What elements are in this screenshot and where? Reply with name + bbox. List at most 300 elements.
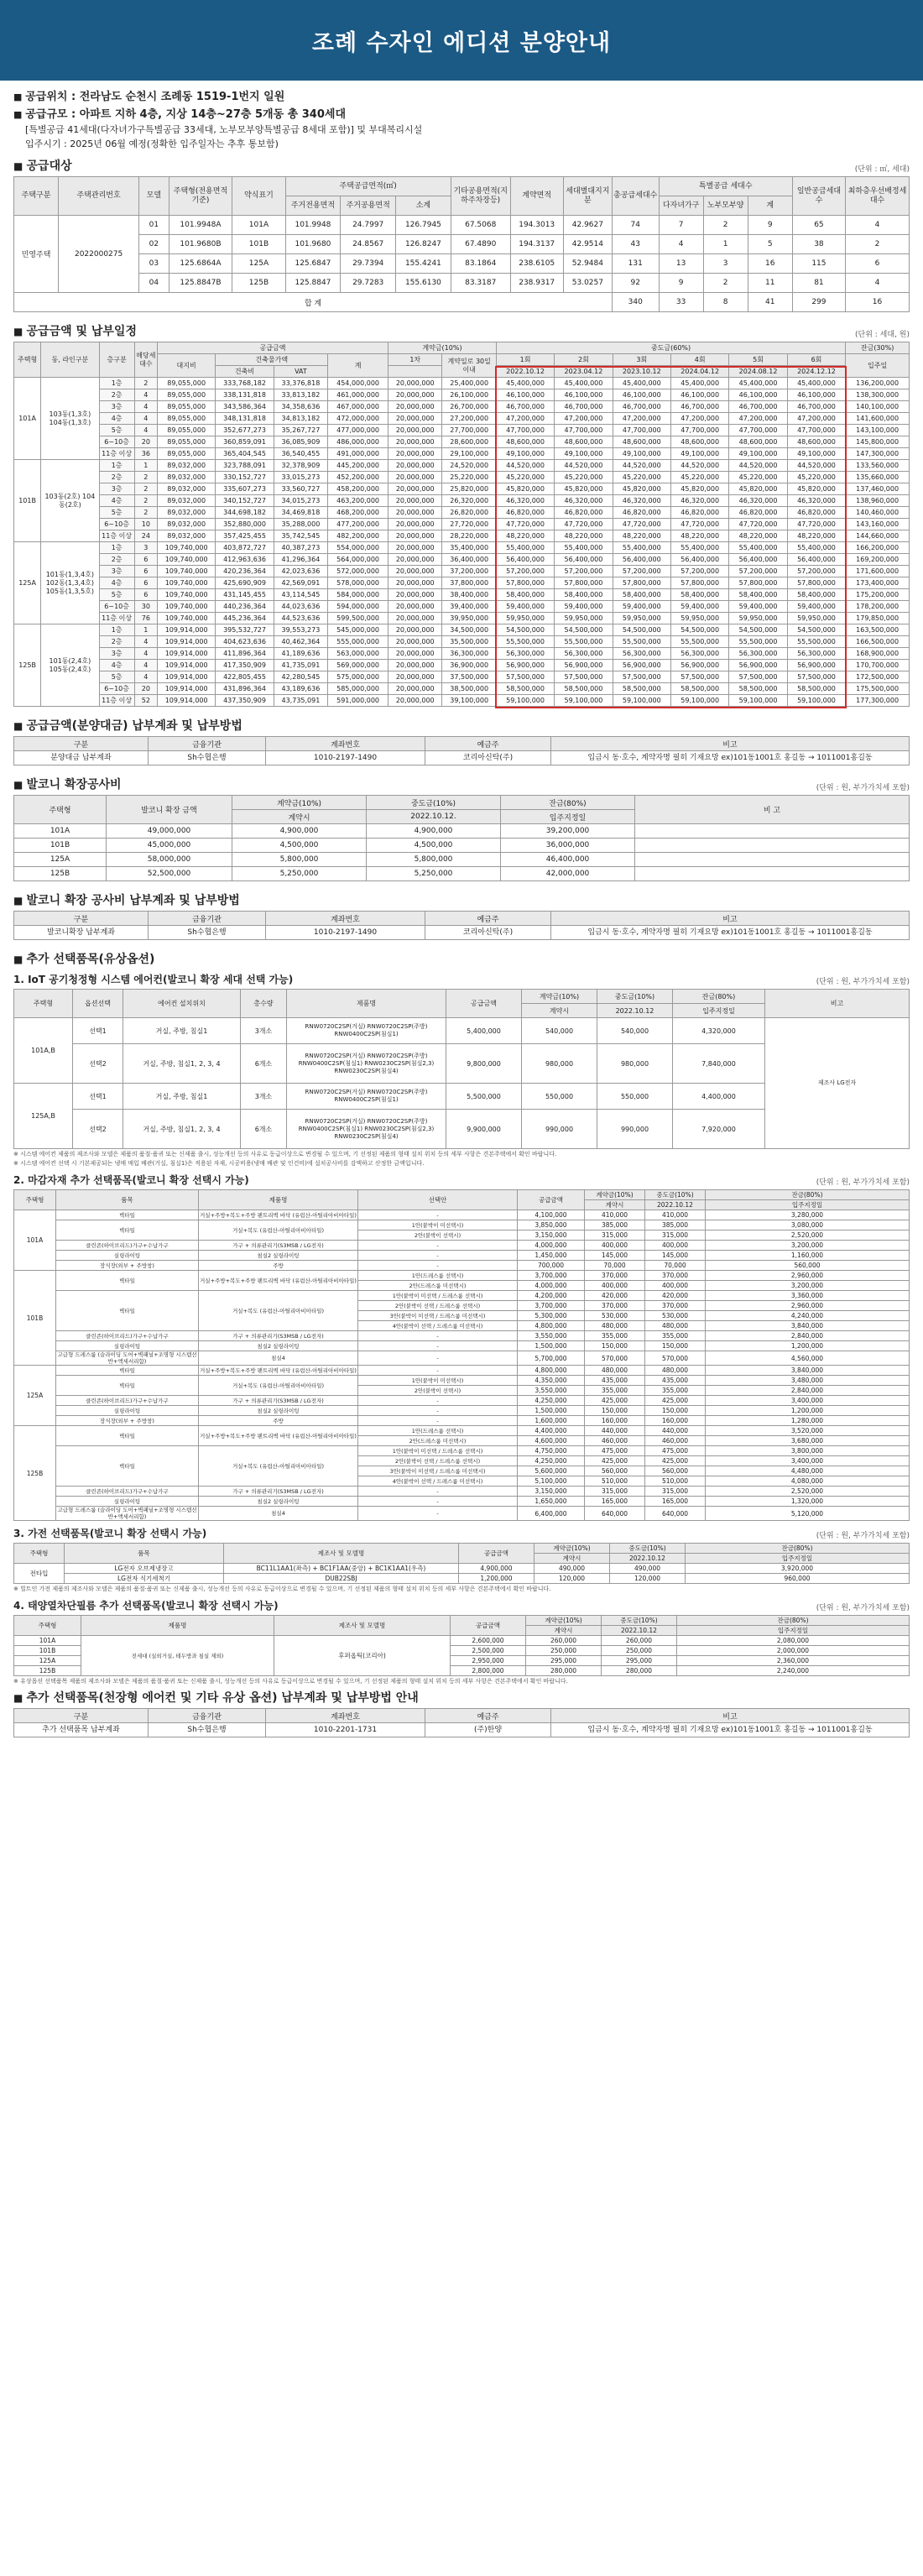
table-cell: 1층 <box>99 460 134 472</box>
table-cell: 35,500,000 <box>442 636 496 648</box>
table-cell: 101.9680 <box>285 235 341 254</box>
table-cell: 370,000 <box>645 1301 706 1311</box>
table-cell: 2 <box>703 216 748 235</box>
table-cell: 1,320,000 <box>706 1497 910 1507</box>
table-cell: 101A <box>14 378 41 460</box>
table-cell: 3,840,000 <box>706 1366 910 1376</box>
table-cell: 47,720,000 <box>613 519 670 530</box>
table-cell: 440,000 <box>585 1426 645 1436</box>
table-cell: 141,600,000 <box>846 413 910 425</box>
table-cell: 55,500,000 <box>671 636 729 648</box>
th: 계약금(10%) <box>522 990 597 1004</box>
th: 최하층우선배정세대수 <box>846 177 910 216</box>
th: 예금주 <box>425 737 551 751</box>
table-cell: 46,700,000 <box>613 401 670 413</box>
th: 공급금액 <box>451 1616 526 1636</box>
table-cell: 5,300,000 <box>518 1311 585 1321</box>
table-cell: 125A <box>14 1656 81 1666</box>
table-cell: 136,200,000 <box>846 378 910 389</box>
table-cell: 36,900,000 <box>442 660 496 671</box>
table-cell: 20,000,000 <box>388 613 442 624</box>
table-cell: 26,100,000 <box>442 389 496 401</box>
table-cell: 39,400,000 <box>442 601 496 613</box>
table-cell: 45,820,000 <box>671 483 729 495</box>
th: 선택안 <box>358 1190 518 1210</box>
th: 세대별대지지분 <box>563 177 612 216</box>
table-row <box>14 613 910 624</box>
table-cell: 57,500,000 <box>555 671 613 683</box>
table-cell: 27,720,000 <box>442 519 496 530</box>
table-cell: 299 <box>792 293 845 312</box>
table-cell: 454,000,000 <box>328 378 388 389</box>
table-cell: 3,700,000 <box>518 1271 585 1281</box>
table-row <box>14 1376 910 1386</box>
table-cell: 46,100,000 <box>496 389 554 401</box>
table-cell: 425,000 <box>585 1456 645 1466</box>
table-cell: 2,840,000 <box>706 1331 910 1341</box>
table-cell: 거실+주방+복도+주방 팬트리벽 바닥 (유럽산-아틸리아비아타일) <box>199 1271 358 1291</box>
table-cell: 57,200,000 <box>613 566 670 577</box>
price-schedule-table <box>13 342 910 707</box>
table-cell: 24,520,000 <box>442 460 496 472</box>
table-cell: 338,131,818 <box>216 389 274 401</box>
table-cell: 고급형 드레스룸 (슬라이딩 도어+벽패널+조명형 시스템선반+액세서리함) <box>57 1507 197 1520</box>
table-cell: 410,000 <box>585 1210 645 1220</box>
table-cell: 330,152,727 <box>216 472 274 483</box>
th: 계 <box>748 196 792 216</box>
th: 중도금(10%) <box>610 1544 686 1554</box>
table-cell: 20,000,000 <box>388 519 442 530</box>
table-cell: 48,600,000 <box>496 436 554 448</box>
table-cell: 131 <box>612 254 659 274</box>
table-cell: 163,500,000 <box>846 624 910 636</box>
table-cell: 352,880,000 <box>216 519 274 530</box>
th: 주택형 <box>14 1616 81 1636</box>
table-cell: 34,813,182 <box>274 413 327 425</box>
table-cell: 58,400,000 <box>729 589 787 601</box>
table-cell: 20 <box>134 683 157 695</box>
table-cell: 04 <box>139 274 169 293</box>
table-cell: 475,000 <box>645 1446 706 1456</box>
table-cell: 분양대금 납부계좌 <box>14 751 149 765</box>
table-row <box>14 542 910 554</box>
table-cell: 전타입 <box>14 1564 65 1584</box>
table-cell: 1층 <box>99 624 134 636</box>
table-cell: 20,000,000 <box>388 378 442 389</box>
table-cell: 458,200,000 <box>328 483 388 495</box>
table-cell: 65 <box>792 216 845 235</box>
table-cell: 140,100,000 <box>846 401 910 413</box>
table-cell: 58,500,000 <box>496 683 554 695</box>
th: 주거공용면적 <box>341 196 396 216</box>
table-cell: 20,000,000 <box>388 483 442 495</box>
table-cell: 45,820,000 <box>496 483 554 495</box>
table-row <box>14 274 910 293</box>
table-row <box>14 448 910 460</box>
table-cell: 58,500,000 <box>729 683 787 695</box>
table-cell: 175,500,000 <box>846 683 910 695</box>
table-cell: 56,300,000 <box>496 648 554 660</box>
table-cell: 1,450,000 <box>518 1251 585 1261</box>
appliance-option-table <box>13 1543 910 1584</box>
table-cell: 거실+복도 (유럽산-아틸리아비아타일) <box>199 1446 358 1487</box>
table-cell: 55,400,000 <box>613 542 670 554</box>
table-cell: 47,720,000 <box>671 519 729 530</box>
th: 총수량 <box>241 990 287 1018</box>
th: 비 고 <box>635 796 910 824</box>
table-cell: 20 <box>134 436 157 448</box>
table-cell: 29,100,000 <box>442 448 496 460</box>
table-cell: 109,740,000 <box>157 577 215 589</box>
table-cell: 34,469,818 <box>274 507 327 519</box>
table-cell: 550,000 <box>522 1084 597 1110</box>
table-cell: 431,145,455 <box>216 589 274 601</box>
th: 중도금(10%) <box>367 796 501 810</box>
table-cell: 47,700,000 <box>787 425 845 436</box>
th: 입주지정일 <box>673 1004 765 1018</box>
table-cell: 569,000,000 <box>328 660 388 671</box>
th: 계약시 <box>522 1004 597 1018</box>
table-cell: 42,000,000 <box>501 867 635 881</box>
table-cell: 101B <box>14 460 41 542</box>
table-cell: 165,000 <box>585 1497 645 1507</box>
table-cell: 1,600,000 <box>518 1416 585 1426</box>
table-cell: 40,387,273 <box>274 542 327 554</box>
table-cell: 45,400,000 <box>555 378 613 389</box>
table-cell: 137,460,000 <box>846 483 910 495</box>
table-cell: 거실, 주방, 침실1 <box>123 1018 241 1044</box>
table-cell: 125B <box>232 274 285 293</box>
table-cell: 640,000 <box>585 1507 645 1521</box>
table-cell: 560,000 <box>645 1466 706 1476</box>
table-cell: 47,200,000 <box>671 413 729 425</box>
table-cell: 10 <box>134 519 157 530</box>
th: 주거전용면적 <box>285 196 341 216</box>
table-row <box>14 1416 910 1426</box>
table-cell: 440,000 <box>645 1426 706 1436</box>
table-cell: 4층 <box>99 413 134 425</box>
th: 2024.12.12 <box>787 366 845 378</box>
table-cell: 1,200,000 <box>459 1574 535 1584</box>
table-cell: 165,000 <box>645 1497 706 1507</box>
film-note: ※ 유상옵션 선택품목 제품의 제조사와 모델은 제품의 품절·품귀 또는 신제품 출시, 성능개선 등의 사유로 동급이상으로 변경될 수 있으며, 기 선정된 제품의 형태 설치 위치 등의 세부 사항은 견본주택에서 확인 바랍니다. <box>13 1678 568 1685</box>
table-cell: 38,500,000 <box>442 683 496 695</box>
table-cell: 178,200,000 <box>846 601 910 613</box>
table-cell: 4층 <box>99 577 134 589</box>
table-cell: 54,500,000 <box>496 624 554 636</box>
th <box>388 366 442 378</box>
table-cell: 38,400,000 <box>442 589 496 601</box>
table-head <box>14 1709 910 1723</box>
table-row <box>14 216 910 235</box>
table-cell: 55,400,000 <box>787 542 845 554</box>
table-cell: - <box>358 1351 518 1366</box>
table-cell: 27,700,000 <box>442 425 496 436</box>
table-cell: 3개소 <box>241 1018 287 1044</box>
unit-label: (단위 : 원, 부가가치세 포함) <box>816 1532 910 1540</box>
table-cell: 3,150,000 <box>518 1231 585 1241</box>
table-cell: 거실+복도 (유럽산-아틸리아비아타일) <box>199 1220 358 1241</box>
table-cell: 5층 <box>99 425 134 436</box>
table-cell: 침실4 <box>199 1351 358 1366</box>
table-cell: 거실+주방+복도+주방 팬트리벽 바닥 (유럽산-아틸리아비아타일) <box>200 1211 357 1219</box>
table-cell: 59,950,000 <box>729 613 787 624</box>
table-cell: 53.0257 <box>563 274 612 293</box>
table-cell: 57,500,000 <box>729 671 787 683</box>
table-cell: 57,800,000 <box>613 577 670 589</box>
table-cell: 35,288,000 <box>274 519 327 530</box>
table-row <box>14 495 910 507</box>
th: 계 <box>328 354 388 378</box>
table-cell: 570,000 <box>645 1351 706 1366</box>
table-cell: 벽타일 <box>56 1426 199 1446</box>
table-cell: 280,000 <box>526 1666 602 1676</box>
th: 2022.10.12 <box>610 1554 686 1564</box>
table-cell: 46,100,000 <box>671 389 729 401</box>
table-cell: 1010-2197-1490 <box>266 926 425 940</box>
table-row <box>14 926 910 940</box>
table-cell: - <box>358 1241 518 1251</box>
table-cell: 145,000 <box>645 1251 706 1261</box>
price-heading: ■ 공급금액 및 납부일정 (단위 : 세대, 원) <box>13 322 910 339</box>
table-cell: 가구 + 의류관리기(S3MSB / LG전자) <box>199 1331 358 1341</box>
table-cell: - <box>358 1251 518 1261</box>
table-cell: 38 <box>792 235 845 254</box>
table-cell: 26,700,000 <box>442 401 496 413</box>
table-cell: 3,850,000 <box>518 1220 585 1231</box>
table-cell: 67.4890 <box>451 235 510 254</box>
table-cell: 404,623,636 <box>216 636 274 648</box>
table-cell: 3,800,000 <box>706 1446 910 1456</box>
table-cell: 6~10층 <box>99 519 134 530</box>
table-cell: 59,100,000 <box>555 695 613 707</box>
table-cell: 33,813,182 <box>274 389 327 401</box>
table-cell: 47,700,000 <box>729 425 787 436</box>
table-cell: 45,820,000 <box>613 483 670 495</box>
table-cell: 109,914,000 <box>157 695 215 707</box>
table-cell: 39,553,273 <box>274 624 327 636</box>
th: 동, 라인구분 <box>41 342 99 378</box>
table-cell: 599,500,000 <box>328 613 388 624</box>
unit-label: (단위 : 세대, 원) <box>855 331 910 339</box>
table-cell: 35,400,000 <box>442 542 496 554</box>
table-row <box>14 425 910 436</box>
table-cell: 3층 <box>99 483 134 495</box>
table-cell: 2 <box>134 495 157 507</box>
table-cell: 150,000 <box>585 1406 645 1416</box>
table-cell: - <box>358 1331 518 1341</box>
table-row <box>14 839 910 853</box>
table-cell: 445,200,000 <box>328 460 388 472</box>
table-cell: 침실2 실링라이팅 <box>199 1497 358 1507</box>
table-cell: 7,920,000 <box>673 1110 765 1149</box>
table-cell: 109,740,000 <box>157 554 215 566</box>
table-cell: 장식장(외부 + 주방창) <box>56 1416 199 1426</box>
table-cell: 46,100,000 <box>555 389 613 401</box>
table-cell: 76 <box>134 613 157 624</box>
table-cell: 20,000,000 <box>388 660 442 671</box>
table-row <box>14 436 910 448</box>
table-cell: 57,800,000 <box>787 577 845 589</box>
th: 계약금(10%) <box>535 1544 610 1554</box>
table-cell: 01 <box>139 216 169 235</box>
table-cell: 56,400,000 <box>671 554 729 566</box>
table-cell: 5,700,000 <box>518 1351 585 1366</box>
table-cell: 1안(드레스룸 선택시) <box>358 1271 518 1281</box>
table-cell: 125.8847 <box>285 274 341 293</box>
table-cell: 3,360,000 <box>706 1291 910 1301</box>
table-cell: 355,000 <box>645 1386 706 1396</box>
table-cell: 101B <box>14 839 107 853</box>
table-cell: LG전자 식기세척기 <box>65 1574 224 1584</box>
table-cell: 거실+복도 (유럽산-아틸리아비아타일) <box>199 1376 358 1396</box>
table-cell: 435,000 <box>645 1376 706 1386</box>
table-head <box>14 1544 910 1554</box>
th: 제품명 <box>287 990 446 1018</box>
table-cell: 34,358,636 <box>274 401 327 413</box>
table-cell: 89,055,000 <box>157 401 215 413</box>
table-cell: 59,400,000 <box>787 601 845 613</box>
table-cell: 238.6105 <box>510 254 563 274</box>
table-cell: 20,000,000 <box>388 460 442 472</box>
table-cell: 594,000,000 <box>328 601 388 613</box>
table-cell: 코리아신탁(주) <box>425 751 551 765</box>
table-cell: 3층 <box>99 566 134 577</box>
table-cell: 45,000,000 <box>107 839 232 853</box>
table-cell: 4 <box>134 413 157 425</box>
table-row <box>14 235 910 254</box>
table-cell: 1안(붙박이 미선택 / 드레스룸 선택시) <box>358 1291 518 1301</box>
th: 품목 <box>56 1190 199 1210</box>
table-cell: 46,320,000 <box>729 495 787 507</box>
table-cell: 48,220,000 <box>729 530 787 542</box>
table-cell: 175,200,000 <box>846 589 910 601</box>
table-cell: 89,032,000 <box>157 495 215 507</box>
table-cell: 55,500,000 <box>613 636 670 648</box>
th: 중도금(10%) <box>597 990 673 1004</box>
th: 입주지정일 <box>501 810 635 824</box>
table-cell: 89,055,000 <box>157 389 215 401</box>
table-cell: 59,400,000 <box>729 601 787 613</box>
table-cell: 460,000 <box>585 1436 645 1446</box>
table-cell: 선택1 <box>73 1084 123 1110</box>
table-cell: 3층 <box>99 401 134 413</box>
table-cell: 57,800,000 <box>671 577 729 589</box>
table-cell: 20,000,000 <box>388 577 442 589</box>
table-cell: 1,280,000 <box>706 1416 910 1426</box>
th: 노부모부양 <box>703 196 748 216</box>
table-cell: 56,400,000 <box>555 554 613 566</box>
table-cell: 20,000,000 <box>388 542 442 554</box>
table-cell: 461,000,000 <box>328 389 388 401</box>
table-cell: 980,000 <box>522 1044 597 1084</box>
options-heading: ■ 추가 선택품목(유상옵션) <box>13 950 910 967</box>
sum-row <box>14 293 910 312</box>
table-cell: 24 <box>134 530 157 542</box>
table-cell: 클린존(하이브리드)가구+수납가구 <box>56 1331 199 1341</box>
table-cell: 170,700,000 <box>846 660 910 671</box>
table-cell: 125.6864A <box>169 254 232 274</box>
table-cell: 48,600,000 <box>729 436 787 448</box>
table-cell: 55,500,000 <box>787 636 845 648</box>
table-cell: 9,900,000 <box>446 1110 522 1149</box>
table-cell: 47,700,000 <box>555 425 613 436</box>
table-cell: 150,000 <box>645 1341 706 1351</box>
table-cell: 3,200,000 <box>706 1281 910 1291</box>
table-row <box>14 648 910 660</box>
table-cell: 143,160,000 <box>846 519 910 530</box>
table-row <box>14 577 910 589</box>
table-cell: 340 <box>612 293 659 312</box>
table-cell: 4,240,000 <box>706 1311 910 1321</box>
table-cell: 109,740,000 <box>157 601 215 613</box>
table-cell: 실링라이팅 <box>56 1406 199 1416</box>
table-cell: 57,200,000 <box>671 566 729 577</box>
table-cell: 20,000,000 <box>388 648 442 660</box>
table-cell: 6개소 <box>241 1044 287 1084</box>
table-cell: 138,960,000 <box>846 495 910 507</box>
table-row <box>14 1351 910 1366</box>
th: 구분 <box>14 1709 149 1723</box>
table-cell: 44,520,000 <box>613 460 670 472</box>
table-cell: 46,100,000 <box>729 389 787 401</box>
table-cell: 45,820,000 <box>555 483 613 495</box>
th: 금융기관 <box>149 1709 266 1723</box>
table-row <box>14 1487 910 1497</box>
th: 중도금(60%) <box>496 342 845 354</box>
table-cell: 41 <box>748 293 792 312</box>
table-cell: 54,500,000 <box>555 624 613 636</box>
table-cell: 480,000 <box>645 1321 706 1331</box>
table-cell: 166,500,000 <box>846 636 910 648</box>
table-cell: 39,950,000 <box>442 613 496 624</box>
table-cell: 57,200,000 <box>496 566 554 577</box>
supply-target-table <box>13 176 910 312</box>
table-cell: 55,500,000 <box>555 636 613 648</box>
table-cell: 1 <box>134 460 157 472</box>
table-cell: 3,840,000 <box>706 1321 910 1331</box>
finish-option-table <box>13 1189 910 1521</box>
table-row <box>14 601 910 613</box>
table-cell: 45,820,000 <box>729 483 787 495</box>
th: 제조사 및 모델명 <box>224 1544 459 1564</box>
table-cell: 4층 <box>99 495 134 507</box>
table-cell: 2,520,000 <box>706 1231 910 1241</box>
table-cell: 101.9948 <box>285 216 341 235</box>
table-cell: 400,000 <box>585 1281 645 1291</box>
th: 금융기관 <box>149 912 266 926</box>
table-cell: 20,000,000 <box>388 389 442 401</box>
table-cell: 57,200,000 <box>555 566 613 577</box>
table-cell: 57,500,000 <box>787 671 845 683</box>
table-cell: 벽타일 <box>56 1366 199 1376</box>
table-cell: 25,400,000 <box>442 378 496 389</box>
table-cell: 2,360,000 <box>677 1656 910 1666</box>
th: 2022.10.12 <box>645 1200 706 1210</box>
table-cell: 475,000 <box>585 1446 645 1456</box>
table-cell: 20,000,000 <box>388 589 442 601</box>
th: 구분 <box>14 912 149 926</box>
table-cell: 선택2 <box>73 1044 123 1084</box>
table-cell: 46,820,000 <box>671 507 729 519</box>
th: 제품명 <box>81 1616 274 1636</box>
table-cell: 5층 <box>99 589 134 601</box>
table-cell: 570,000 <box>585 1351 645 1366</box>
page-title: 조례 수자인 에디션 분양안내 <box>0 0 923 81</box>
table-cell: 109,740,000 <box>157 589 215 601</box>
table-cell: 45,220,000 <box>729 472 787 483</box>
table-cell: 49,000,000 <box>107 824 232 839</box>
